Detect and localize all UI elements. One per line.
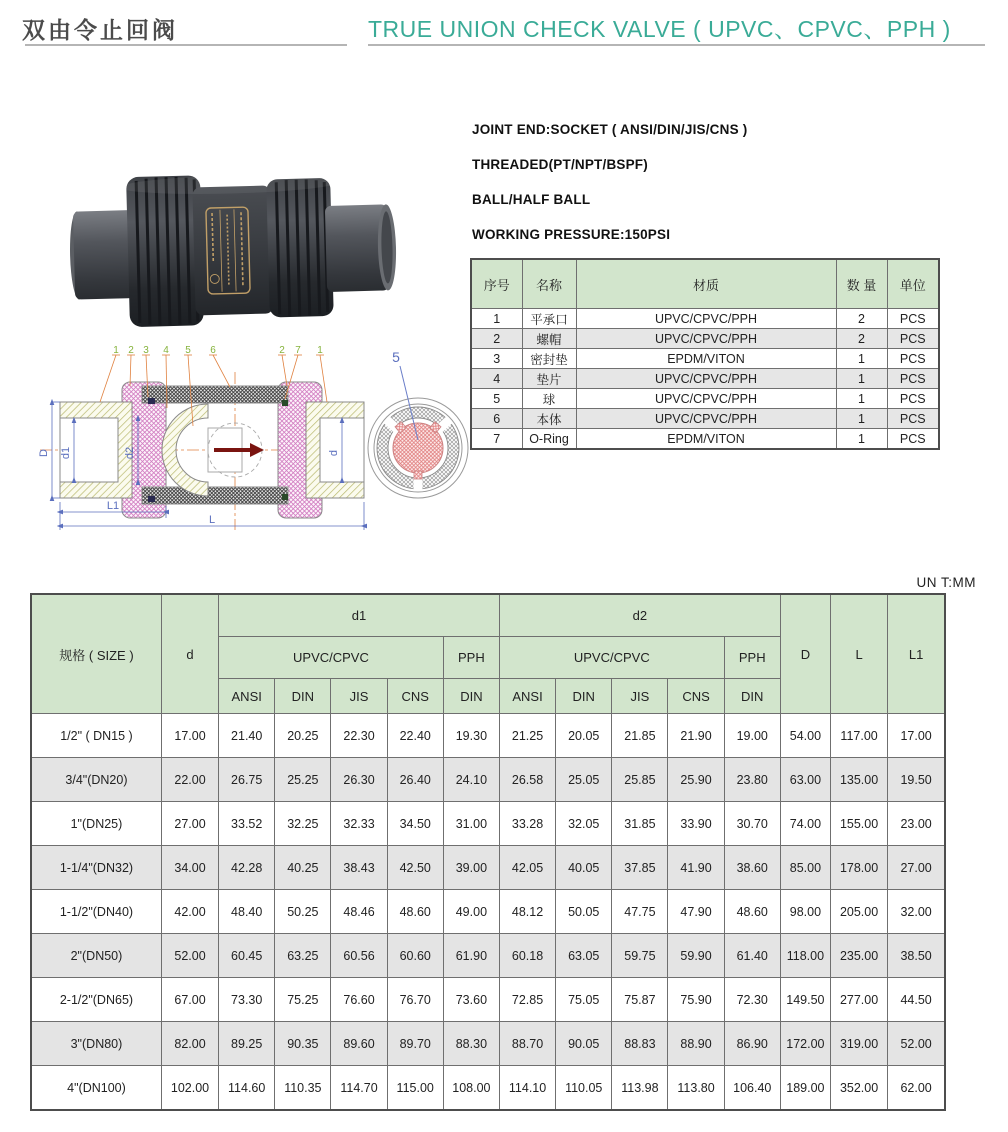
dim-header-L1: L1 (888, 594, 945, 714)
dim-std-jis-2: JIS (612, 679, 668, 714)
dim-value-cell: 32.33 (331, 802, 387, 846)
dim-value-cell: 76.70 (387, 978, 443, 1022)
dim-value-cell: 34.00 (161, 846, 218, 890)
dim-header-d1: d1 (219, 594, 500, 637)
dim-value-cell: 50.25 (275, 890, 331, 934)
dim-value-cell: 21.25 (499, 714, 555, 758)
dim-header-pph-2: PPH (724, 637, 780, 679)
dim-value-cell: 48.60 (724, 890, 780, 934)
dim-value-cell: 106.40 (724, 1066, 780, 1111)
parts-header-no: 序号 (471, 259, 522, 309)
callout-7: 7 (295, 345, 301, 356)
dim-size-cell: 1-1/2"(DN40) (31, 890, 161, 934)
parts-cell: 垫片 (522, 369, 576, 389)
dim-value-cell: 72.30 (724, 978, 780, 1022)
dim-value-cell: 98.00 (780, 890, 830, 934)
dim-value-cell: 59.75 (612, 934, 668, 978)
cross-section-svg (30, 340, 470, 540)
bolt-bottom (148, 496, 155, 502)
dim-std-ansi-2: ANSI (499, 679, 555, 714)
dim-value-cell: 63.05 (556, 934, 612, 978)
dim-row (31, 802, 945, 846)
dim-value-cell: 21.85 (612, 714, 668, 758)
dim-size-cell: 1/2" ( DN15 ) (31, 714, 161, 758)
dim-value-cell: 25.05 (556, 758, 612, 802)
dim-value-cell: 26.40 (387, 758, 443, 802)
dim-value-cell: 61.90 (443, 934, 499, 978)
dim-value-cell: 38.50 (888, 934, 945, 978)
dim-value-cell: 42.05 (499, 846, 555, 890)
dim-value-cell: 60.45 (219, 934, 275, 978)
dim-value-cell: 86.90 (724, 1022, 780, 1066)
parts-header-row (471, 259, 939, 309)
dim-value-cell: 49.00 (443, 890, 499, 934)
parts-cell: UPVC/CPVC/PPH (576, 369, 836, 389)
dim-value-cell: 113.80 (668, 1066, 724, 1111)
dim-label-L1: L1 (106, 500, 120, 512)
dim-value-cell: 52.00 (888, 1022, 945, 1066)
dim-std-cns-1: CNS (387, 679, 443, 714)
parts-header-qty: 数 量 (836, 259, 887, 309)
dim-row (31, 1066, 945, 1111)
parts-cell: PCS (887, 309, 939, 329)
dim-value-cell: 24.10 (443, 758, 499, 802)
dim-value-cell: 88.70 (499, 1022, 555, 1066)
callout-1b: 1 (317, 345, 323, 356)
dim-value-cell: 114.60 (219, 1066, 275, 1111)
title-underline-right (368, 44, 985, 46)
parts-cell: 2 (836, 309, 887, 329)
dim-label-D: D (38, 449, 50, 457)
dim-row (31, 978, 945, 1022)
parts-cell: 6 (471, 409, 522, 429)
unit-note: UN T:MM (916, 575, 976, 590)
dim-value-cell: 178.00 (830, 846, 887, 890)
dim-value-cell: 26.58 (499, 758, 555, 802)
dim-value-cell: 19.50 (888, 758, 945, 802)
dim-value-cell: 74.00 (780, 802, 830, 846)
dim-value-cell: 172.00 (780, 1022, 830, 1066)
parts-cell: PCS (887, 329, 939, 349)
parts-cell: 1 (836, 369, 887, 389)
dim-value-cell: 319.00 (830, 1022, 887, 1066)
dim-value-cell: 22.00 (161, 758, 218, 802)
dim-value-cell: 60.56 (331, 934, 387, 978)
parts-cell: UPVC/CPVC/PPH (576, 329, 836, 349)
parts-header-material: 材质 (576, 259, 836, 309)
dim-value-cell: 89.60 (331, 1022, 387, 1066)
valve-body (68, 170, 398, 328)
dim-value-cell: 50.05 (556, 890, 612, 934)
dim-value-cell: 41.90 (668, 846, 724, 890)
parts-cell: UPVC/CPVC/PPH (576, 409, 836, 429)
parts-cell: PCS (887, 429, 939, 450)
parts-cell: PCS (887, 389, 939, 409)
dim-value-cell: 21.90 (668, 714, 724, 758)
body-top-band (142, 386, 288, 403)
dim-value-cell: 88.83 (612, 1022, 668, 1066)
dim-value-cell: 30.70 (724, 802, 780, 846)
dim-value-cell: 60.18 (499, 934, 555, 978)
technical-drawing (30, 340, 470, 540)
dim-value-cell: 135.00 (830, 758, 887, 802)
dim-label-d1: d1 (60, 446, 72, 460)
dim-header-size: 规格 ( SIZE ) (31, 594, 161, 714)
parts-header-name: 名称 (522, 259, 576, 309)
dim-value-cell: 48.40 (219, 890, 275, 934)
dim-value-cell: 89.25 (219, 1022, 275, 1066)
parts-cell: 2 (836, 329, 887, 349)
dim-value-cell: 73.60 (443, 978, 499, 1022)
dim-size-cell: 2"(DN50) (31, 934, 161, 978)
spec-joint-end: JOINT END:SOCKET ( ANSI/DIN/JIS/CNS ) (472, 122, 748, 137)
dim-value-cell: 38.43 (331, 846, 387, 890)
dim-value-cell: 88.90 (668, 1022, 724, 1066)
dim-std-pphdin-2: DIN (724, 679, 780, 714)
section-view (368, 349, 468, 498)
parts-cell: 1 (836, 429, 887, 450)
dim-header-upvc-2: UPVC/CPVC (499, 637, 724, 679)
dim-value-cell: 48.12 (499, 890, 555, 934)
dim-value-cell: 75.87 (612, 978, 668, 1022)
dim-value-cell: 59.90 (668, 934, 724, 978)
page-title-en: TRUE UNION CHECK VALVE ( UPVC、CPVC、PPH ) (368, 16, 951, 42)
valve-photo-svg (60, 112, 440, 342)
dim-value-cell: 76.60 (331, 978, 387, 1022)
center-body (192, 185, 273, 315)
parts-row (471, 329, 939, 349)
dim-value-cell: 20.05 (556, 714, 612, 758)
spec-threaded: THREADED(PT/NPT/BSPF) (472, 157, 648, 172)
spec-ball: BALL/HALF BALL (472, 192, 591, 207)
dim-value-cell: 39.00 (443, 846, 499, 890)
dim-row (31, 1022, 945, 1066)
parts-cell: O-Ring (522, 429, 576, 450)
parts-cell: 3 (471, 349, 522, 369)
parts-cell: 4 (471, 369, 522, 389)
dim-value-cell: 40.05 (556, 846, 612, 890)
dim-value-cell: 32.25 (275, 802, 331, 846)
dim-row (31, 758, 945, 802)
dim-value-cell: 48.60 (387, 890, 443, 934)
dimension-table (30, 593, 946, 1111)
parts-cell: PCS (887, 409, 939, 429)
dim-value-cell: 75.25 (275, 978, 331, 1022)
dim-value-cell: 60.60 (387, 934, 443, 978)
dim-header-D: D (780, 594, 830, 714)
dim-value-cell: 42.50 (387, 846, 443, 890)
dim-value-cell: 26.30 (331, 758, 387, 802)
dim-size-cell: 3"(DN80) (31, 1022, 161, 1066)
dim-std-din-2: DIN (556, 679, 612, 714)
dim-value-cell: 25.85 (612, 758, 668, 802)
callout-3: 3 (143, 345, 149, 356)
parts-table (470, 258, 940, 450)
dim-value-cell: 72.85 (499, 978, 555, 1022)
dim-row (31, 934, 945, 978)
dim-value-cell: 17.00 (161, 714, 218, 758)
callout-2a: 2 (128, 345, 134, 356)
dim-value-cell: 155.00 (830, 802, 887, 846)
callout-5: 5 (185, 345, 191, 356)
dim-value-cell: 27.00 (161, 802, 218, 846)
dim-value-cell: 22.30 (331, 714, 387, 758)
dim-value-cell: 33.90 (668, 802, 724, 846)
ball-seat (162, 404, 208, 496)
parts-cell: 1 (836, 409, 887, 429)
dim-std-din-1: DIN (275, 679, 331, 714)
parts-row (471, 409, 939, 429)
dim-header-upvc-1: UPVC/CPVC (219, 637, 444, 679)
dim-value-cell: 114.70 (331, 1066, 387, 1111)
dim-value-cell: 108.00 (443, 1066, 499, 1111)
dim-std-pphdin-1: DIN (443, 679, 499, 714)
dim-size-cell: 3/4"(DN20) (31, 758, 161, 802)
parts-cell: 螺帽 (522, 329, 576, 349)
dim-value-cell: 235.00 (830, 934, 887, 978)
dim-value-cell: 277.00 (830, 978, 887, 1022)
parts-cell: 球 (522, 389, 576, 409)
spec-working-pressure: WORKING PRESSURE:150PSI (472, 227, 671, 242)
dim-value-cell: 42.00 (161, 890, 218, 934)
dim-header-row-1 (31, 594, 945, 637)
parts-row (471, 349, 939, 369)
dim-value-cell: 42.28 (219, 846, 275, 890)
dim-value-cell: 73.30 (219, 978, 275, 1022)
valve-section (60, 382, 364, 518)
dim-value-cell: 20.25 (275, 714, 331, 758)
parts-cell: 本体 (522, 409, 576, 429)
parts-cell: PCS (887, 369, 939, 389)
dim-value-cell: 17.00 (888, 714, 945, 758)
dim-size-cell: 1"(DN25) (31, 802, 161, 846)
dim-value-cell: 102.00 (161, 1066, 218, 1111)
page-title-cn: 双由令止回阀 (22, 17, 178, 43)
dim-size-cell: 1-1/4"(DN32) (31, 846, 161, 890)
parts-row (471, 389, 939, 409)
dim-value-cell: 19.00 (724, 714, 780, 758)
dim-row (31, 890, 945, 934)
dim-row (31, 846, 945, 890)
dim-std-cns-2: CNS (668, 679, 724, 714)
parts-row (471, 309, 939, 329)
parts-cell: PCS (887, 349, 939, 369)
parts-cell: 2 (471, 329, 522, 349)
parts-row (471, 429, 939, 450)
dim-value-cell: 26.75 (219, 758, 275, 802)
dim-header-d: d (161, 594, 218, 714)
dim-value-cell: 89.70 (387, 1022, 443, 1066)
dim-value-cell: 48.46 (331, 890, 387, 934)
dim-value-cell: 25.25 (275, 758, 331, 802)
parts-cell: UPVC/CPVC/PPH (576, 309, 836, 329)
dim-value-cell: 54.00 (780, 714, 830, 758)
parts-cell: EPDM/VITON (576, 349, 836, 369)
dim-value-cell: 75.05 (556, 978, 612, 1022)
parts-cell: 密封垫 (522, 349, 576, 369)
oring-bottom (282, 494, 288, 500)
dim-value-cell: 22.40 (387, 714, 443, 758)
dim-value-cell: 110.05 (556, 1066, 612, 1111)
dim-value-cell: 33.52 (219, 802, 275, 846)
dim-value-cell: 110.35 (275, 1066, 331, 1111)
section-callout-label: 5 (392, 349, 400, 365)
dim-value-cell: 117.00 (830, 714, 887, 758)
dim-value-cell: 63.25 (275, 934, 331, 978)
parts-header-unit: 单位 (887, 259, 939, 309)
dim-value-cell: 32.05 (556, 802, 612, 846)
dim-value-cell: 88.30 (443, 1022, 499, 1066)
dim-value-cell: 23.00 (888, 802, 945, 846)
callout-4: 4 (163, 345, 169, 356)
dim-value-cell: 31.85 (612, 802, 668, 846)
parts-cell: 5 (471, 389, 522, 409)
dim-value-cell: 62.00 (888, 1066, 945, 1111)
spec-list (472, 122, 972, 262)
dim-value-cell: 113.98 (612, 1066, 668, 1111)
callout-2b: 2 (279, 345, 285, 356)
dim-row (31, 714, 945, 758)
dim-value-cell: 149.50 (780, 978, 830, 1022)
dim-value-cell: 47.90 (668, 890, 724, 934)
dim-size-cell: 2-1/2"(DN65) (31, 978, 161, 1022)
parts-cell: 1 (836, 349, 887, 369)
title-underline-left (25, 44, 347, 46)
dim-value-cell: 205.00 (830, 890, 887, 934)
dim-value-cell: 21.40 (219, 714, 275, 758)
dim-value-cell: 85.00 (780, 846, 830, 890)
parts-cell: 7 (471, 429, 522, 450)
callout-numbers (113, 345, 323, 356)
parts-cell: EPDM/VITON (576, 429, 836, 450)
dim-std-jis-1: JIS (331, 679, 387, 714)
dim-value-cell: 32.00 (888, 890, 945, 934)
dim-value-cell: 34.50 (387, 802, 443, 846)
dim-value-cell: 38.60 (724, 846, 780, 890)
dim-label-d2: d2 (124, 446, 136, 460)
callout-1a: 1 (113, 345, 119, 356)
parts-cell: 1 (471, 309, 522, 329)
callout-6: 6 (210, 345, 216, 356)
dim-value-cell: 90.05 (556, 1022, 612, 1066)
dim-value-cell: 52.00 (161, 934, 218, 978)
dim-value-cell: 27.00 (888, 846, 945, 890)
dim-size-cell: 4"(DN100) (31, 1066, 161, 1111)
dim-value-cell: 33.28 (499, 802, 555, 846)
dim-value-cell: 31.00 (443, 802, 499, 846)
dim-value-cell: 23.80 (724, 758, 780, 802)
dim-header-L: L (830, 594, 887, 714)
dim-value-cell: 114.10 (499, 1066, 555, 1111)
dim-value-cell: 189.00 (780, 1066, 830, 1111)
bolt-top (148, 398, 155, 404)
dim-header-pph-1: PPH (443, 637, 499, 679)
dim-std-ansi-1: ANSI (219, 679, 275, 714)
dim-value-cell: 61.40 (724, 934, 780, 978)
dim-value-cell: 82.00 (161, 1022, 218, 1066)
dim-value-cell: 75.90 (668, 978, 724, 1022)
dim-value-cell: 19.30 (443, 714, 499, 758)
dim-value-cell: 63.00 (780, 758, 830, 802)
dim-value-cell: 90.35 (275, 1022, 331, 1066)
dim-value-cell: 44.50 (888, 978, 945, 1022)
dim-header-d2: d2 (499, 594, 780, 637)
parts-cell: 1 (836, 389, 887, 409)
dim-value-cell: 37.85 (612, 846, 668, 890)
parts-cell: UPVC/CPVC/PPH (576, 389, 836, 409)
dim-value-cell: 118.00 (780, 934, 830, 978)
product-photo (60, 112, 440, 342)
parts-cell: 平承口 (522, 309, 576, 329)
dim-label-d: d (328, 449, 340, 457)
oring-top (282, 400, 288, 406)
dim-label-L: L (208, 514, 216, 526)
dim-value-cell: 352.00 (830, 1066, 887, 1111)
parts-row (471, 369, 939, 389)
body-bottom-band (142, 487, 288, 504)
dim-value-cell: 47.75 (612, 890, 668, 934)
dim-value-cell: 67.00 (161, 978, 218, 1022)
dim-value-cell: 40.25 (275, 846, 331, 890)
dim-value-cell: 115.00 (387, 1066, 443, 1111)
dim-value-cell: 25.90 (668, 758, 724, 802)
